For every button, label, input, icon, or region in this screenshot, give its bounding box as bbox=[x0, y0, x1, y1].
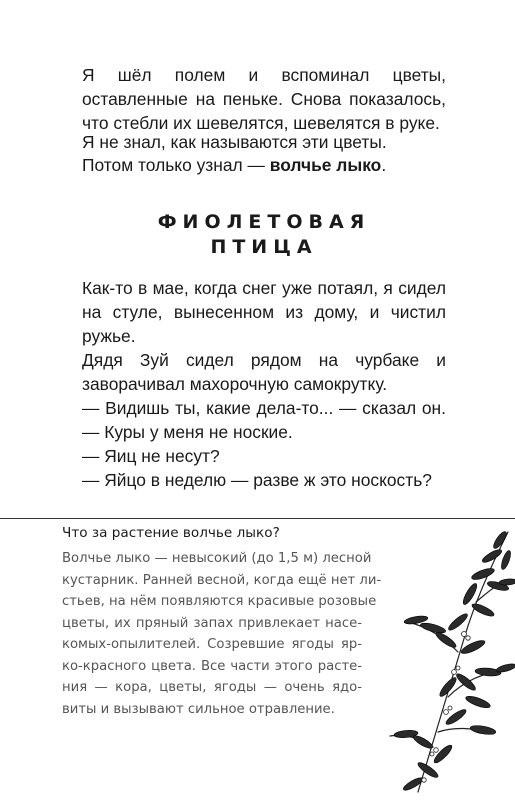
sidebar-line-7: ния — кора, цветы, ягоды — очень ядо- bbox=[62, 680, 362, 695]
intro-paragraph-2: Я не знал, как называются эти цветы. bbox=[82, 132, 387, 152]
chapter-title-line-2: ПТИЦА bbox=[210, 236, 318, 258]
intro-paragraph-3 bbox=[82, 153, 446, 177]
sidebar-line-5: комых-опылителей. Созревшие ягоды яр- bbox=[62, 637, 362, 652]
intro-paragraph-3-text: Потом только узнал — bbox=[82, 155, 270, 175]
sidebar-line-6: ко-красного цвета. Все части этого расте- bbox=[62, 658, 362, 674]
sidebar-line-1: Волчье лыко — невысокий (до 1,5 м) лесной bbox=[62, 551, 372, 566]
intro-paragraph-1: Я шёл полем и вспоминал цветы, оставленные на пеньке. Снова показалось, что стебли их шевелятся, шевелятся в руке. bbox=[82, 65, 446, 133]
chapter-title bbox=[82, 210, 446, 260]
intro-period: . bbox=[381, 155, 387, 175]
sidebar-line-2: кустарник. Ранней весной, когда ещё нет ли- bbox=[62, 572, 382, 588]
story-paragraph-1: Как-то в мае, когда снег уже потаял, я сидел на стуле, вынесенном из дому, и чистил ружье. bbox=[82, 278, 446, 346]
plant-name-bold: волчье лыко bbox=[269, 155, 382, 175]
sidebar-answer bbox=[62, 548, 382, 720]
sidebar-line-8: виты и вызывают сильное отравление. bbox=[62, 701, 335, 717]
story-paragraph-3: — Видишь ты, какие дела-то... — сказал он. — Куры у меня не ноские. bbox=[82, 398, 446, 442]
story-paragraph-4: — Яиц не несут? bbox=[82, 446, 220, 466]
sidebar-line-4: цветы, их пряный запах привлекает насе- bbox=[62, 615, 362, 631]
story-paragraph-5: — Яйцо в неделю — разве ж это носкость? bbox=[82, 470, 432, 490]
section-divider bbox=[0, 518, 515, 519]
story-paragraph-2: Дядя Зуй сидел рядом на чурбаке и заворачивал махорочную самокрутку. bbox=[82, 350, 446, 394]
sidebar-line-3: стьев, на нём появляются красивые розовые bbox=[62, 594, 377, 609]
sidebar-question: Что за растение волчье лыко? bbox=[62, 525, 280, 541]
plant-illustration-icon bbox=[388, 522, 515, 800]
chapter-title-line-1: ФИОЛЕТОВАЯ bbox=[157, 211, 371, 233]
intro-text bbox=[82, 0, 446, 200]
